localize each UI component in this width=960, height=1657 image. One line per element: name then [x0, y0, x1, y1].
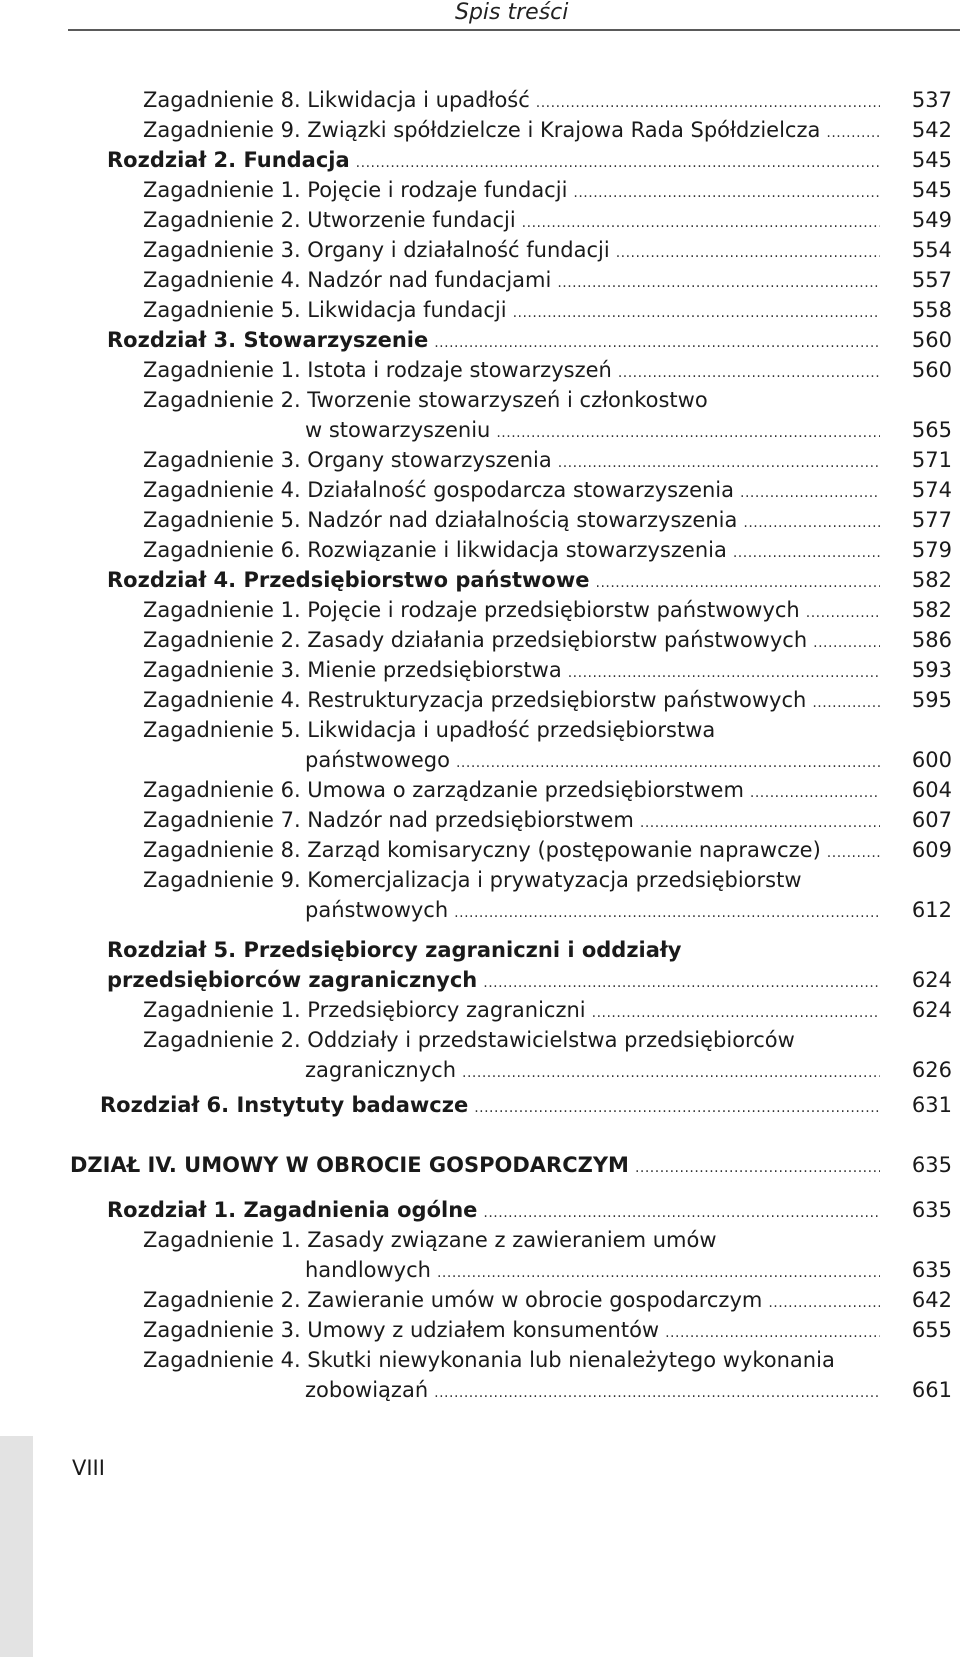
toc-page-number: 631	[911, 1093, 952, 1117]
dot-leader	[812, 688, 880, 718]
toc-entry	[143, 775, 880, 805]
dot-leader	[827, 838, 880, 868]
toc-entry	[143, 595, 880, 625]
toc-page-number: 624	[911, 998, 952, 1022]
dot-leader	[536, 88, 880, 118]
toc-page-number: 577	[911, 508, 952, 532]
toc-entry-text: Zagadnienie 2. Tworzenie stowarzyszeń i członkostwo	[143, 388, 708, 412]
dot-leader	[558, 448, 880, 478]
toc-entry-text: Zagadnienie 5. Likwidacja fundacji	[143, 298, 507, 322]
dot-leader	[635, 1153, 880, 1183]
toc-page-number: 558	[911, 298, 952, 322]
dot-leader	[513, 298, 880, 328]
toc-page-number: 565	[911, 418, 952, 442]
toc-page-number: 549	[911, 208, 952, 232]
toc-entry	[143, 265, 880, 295]
toc-page-number: 642	[911, 1288, 952, 1312]
toc-entry	[143, 385, 708, 415]
toc-entry	[107, 325, 880, 355]
toc-entry	[143, 205, 880, 235]
toc-entry-text: Zagadnienie 1. Istota i rodzaje stowarzyszeń	[143, 358, 612, 382]
toc-entry	[143, 1315, 880, 1345]
toc-page-number: 574	[911, 478, 952, 502]
toc-page-number: 545	[911, 148, 952, 172]
toc-entry	[143, 685, 880, 715]
footer-page-number: VIII	[72, 1456, 105, 1480]
toc-entry-text: Rozdział 5. Przedsiębiorcy zagraniczni i oddziały	[107, 938, 682, 962]
toc-entry-text: Zagadnienie 1. Przedsiębiorcy zagraniczni	[143, 998, 586, 1022]
toc-entry	[143, 175, 880, 205]
toc-entry	[143, 295, 880, 325]
dot-leader	[806, 598, 880, 628]
toc-entry-text: Zagadnienie 6. Umowa o zarządzanie przedsiębiorstwem	[143, 778, 744, 802]
dot-leader	[616, 238, 880, 268]
toc-entry-text: Zagadnienie 1. Zasady związane z zawieraniem umów	[143, 1228, 717, 1252]
toc-entry-text: Rozdział 1. Zagadnienia ogólne	[107, 1198, 478, 1222]
dot-leader	[596, 568, 881, 598]
toc-page-number: 607	[911, 808, 952, 832]
toc-page-number: 582	[911, 598, 952, 622]
toc-entry	[143, 715, 715, 745]
toc-entry	[143, 505, 880, 535]
toc-entry-text: Zagadnienie 8. Likwidacja i upadłość	[143, 88, 530, 112]
toc-page-number: 586	[911, 628, 952, 652]
dot-leader	[434, 1378, 880, 1408]
dot-leader	[454, 898, 880, 928]
toc-entry	[107, 145, 880, 175]
toc-entry-continuation	[305, 745, 880, 775]
toc-entry	[143, 865, 802, 895]
dot-leader	[456, 748, 880, 778]
toc-entry	[143, 115, 880, 145]
toc-page-number: 545	[911, 178, 952, 202]
toc-page-number: 600	[911, 748, 952, 772]
toc-page-number: 604	[911, 778, 952, 802]
toc-entry	[107, 935, 681, 965]
toc-entry-text: Zagadnienie 2. Utworzenie fundacji	[143, 208, 516, 232]
toc-entry	[143, 475, 880, 505]
dot-leader	[640, 808, 880, 838]
dot-leader	[573, 178, 880, 208]
toc-entry-text: Zagadnienie 6. Rozwiązanie i likwidacja stowarzyszenia	[143, 538, 727, 562]
toc-entry	[143, 1285, 880, 1315]
toc-page-number: 661	[911, 1378, 952, 1402]
toc-entry	[143, 445, 880, 475]
toc-entry-continuation	[305, 895, 880, 925]
toc-entry-continuation	[305, 1055, 880, 1085]
dot-leader	[568, 658, 880, 688]
dot-leader	[618, 358, 880, 388]
toc-entry	[143, 355, 880, 385]
toc-entry-text: Zagadnienie 4. Nadzór nad fundacjami	[143, 268, 552, 292]
dot-leader	[483, 968, 880, 998]
toc-page-number: 609	[911, 838, 952, 862]
toc-entry	[143, 625, 880, 655]
toc-page-number: 571	[911, 448, 952, 472]
toc-page-number: 635	[911, 1153, 952, 1177]
toc-page-number: 560	[911, 328, 952, 352]
dot-leader	[813, 628, 880, 658]
dot-leader	[665, 1318, 880, 1348]
toc-entry-text: Zagadnienie 3. Umowy z udziałem konsumentów	[143, 1318, 660, 1342]
toc-entry-text: Zagadnienie 4. Skutki niewykonania lub nienależytego wykonania	[143, 1348, 835, 1372]
toc-page-number: 554	[911, 238, 952, 262]
toc-entry-text: Zagadnienie 1. Pojęcie i rodzaje fundacji	[143, 178, 568, 202]
toc-entry-text: Zagadnienie 5. Likwidacja i upadłość przedsiębiorstwa	[143, 718, 716, 742]
toc-entry	[107, 565, 880, 595]
dot-leader	[434, 328, 880, 358]
toc-entry	[143, 1345, 835, 1375]
toc-entry-text: Zagadnienie 9. Związki spółdzielcze i Krajowa Rada Spółdzielcza	[143, 118, 821, 142]
toc-page-number: 624	[911, 968, 952, 992]
toc-page-number: 557	[911, 268, 952, 292]
dot-leader	[733, 538, 880, 568]
toc-entry	[143, 995, 880, 1025]
toc-entry	[143, 85, 880, 115]
toc-entry-text: przedsiębiorców zagranicznych	[107, 968, 478, 992]
dot-leader	[462, 1058, 880, 1088]
toc-entry-text: Zagadnienie 3. Mienie przedsiębiorstwa	[143, 658, 562, 682]
dot-leader	[750, 778, 880, 808]
dot-leader	[740, 478, 880, 508]
toc-entry-continuation	[305, 1255, 880, 1285]
side-margin-bar	[0, 1436, 33, 1657]
dot-leader	[483, 1198, 880, 1228]
toc-entry-text: Zagadnienie 4. Restrukturyzacja przedsiębiorstw państwowych	[143, 688, 807, 712]
dot-leader	[474, 1093, 880, 1123]
toc-page-number: 612	[911, 898, 952, 922]
toc-entry-text: Zagadnienie 7. Nadzór nad przedsiębiorstwem	[143, 808, 634, 832]
toc-entry	[143, 1225, 717, 1255]
toc-entry	[70, 1150, 880, 1180]
toc-entry-continuation	[305, 1375, 880, 1405]
toc-entry-text: Zagadnienie 2. Zasady działania przedsiębiorstw państwowych	[143, 628, 808, 652]
toc-page-number: 537	[911, 88, 952, 112]
toc-entry-continuation	[305, 415, 880, 445]
toc-entry	[107, 1195, 880, 1225]
toc-entry-text: Zagadnienie 5. Nadzór nad działalnością stowarzyszenia	[143, 508, 738, 532]
dot-leader	[826, 118, 880, 148]
dot-leader	[768, 1288, 880, 1318]
toc-entry-text: Rozdział 2. Fundacja	[107, 148, 350, 172]
toc-entry-text: Zagadnienie 3. Organy i działalność fundacji	[143, 238, 610, 262]
toc-page-number: 626	[911, 1058, 952, 1082]
toc-entry-text: zagranicznych	[305, 1058, 457, 1082]
dot-leader	[743, 508, 880, 538]
toc-entry-text: Zagadnienie 9. Komercjalizacja i prywatyzacja przedsiębiorstw	[143, 868, 802, 892]
toc-entry-text: Zagadnienie 8. Zarząd komisaryczny (postępowanie naprawcze)	[143, 838, 821, 862]
toc-page-number: 560	[911, 358, 952, 382]
toc-page-number: 635	[911, 1258, 952, 1282]
toc-entry-text: Zagadnienie 3. Organy stowarzyszenia	[143, 448, 552, 472]
toc-entry-text: DZIAŁ IV. UMOWY W OBROCIE GOSPODARCZYM	[70, 1153, 629, 1177]
toc-entry	[143, 835, 880, 865]
toc-entry-text: państwowego	[305, 748, 450, 772]
toc-entry	[143, 535, 880, 565]
toc-page-number: 595	[911, 688, 952, 712]
toc-entry-continuation	[107, 965, 880, 995]
toc-page-number: 593	[911, 658, 952, 682]
dot-leader	[356, 148, 880, 178]
dot-leader	[496, 418, 880, 448]
toc-page-number: 655	[911, 1318, 952, 1342]
toc-entry	[143, 1025, 795, 1055]
toc-entry-text: Rozdział 3. Stowarzyszenie	[107, 328, 429, 352]
toc-entry-text: Rozdział 4. Przedsiębiorstwo państwowe	[107, 568, 590, 592]
toc-page-number: 582	[911, 568, 952, 592]
toc-entry-text: zobowiązań	[305, 1378, 429, 1402]
toc-entry-text: państwowych	[305, 898, 449, 922]
header-divider	[68, 29, 960, 31]
dot-leader	[522, 208, 880, 238]
toc-entry	[143, 655, 880, 685]
toc-entry-text: handlowych	[305, 1258, 431, 1282]
toc-page-number: 542	[911, 118, 952, 142]
toc-entry-text: Zagadnienie 2. Zawieranie umów w obrocie gospodarczym	[143, 1288, 763, 1312]
toc-entry-text: Zagadnienie 4. Działalność gospodarcza stowarzyszenia	[143, 478, 735, 502]
toc-entry	[143, 805, 880, 835]
dot-leader	[592, 998, 880, 1028]
toc-page-number: 635	[911, 1198, 952, 1222]
toc-entry-text: Rozdział 6. Instytuty badawcze	[100, 1093, 469, 1117]
toc-entry	[100, 1090, 880, 1120]
toc-entry	[143, 235, 880, 265]
dot-leader	[557, 268, 880, 298]
toc-entry-text: w stowarzyszeniu	[305, 418, 491, 442]
page-header-title: Spis treści	[455, 0, 569, 25]
toc-entry-text: Zagadnienie 1. Pojęcie i rodzaje przedsiębiorstw państwowych	[143, 598, 800, 622]
toc-entry-text: Zagadnienie 2. Oddziały i przedstawicielstwa przedsiębiorców	[143, 1028, 795, 1052]
toc-page-number: 579	[911, 538, 952, 562]
dot-leader	[437, 1258, 880, 1288]
